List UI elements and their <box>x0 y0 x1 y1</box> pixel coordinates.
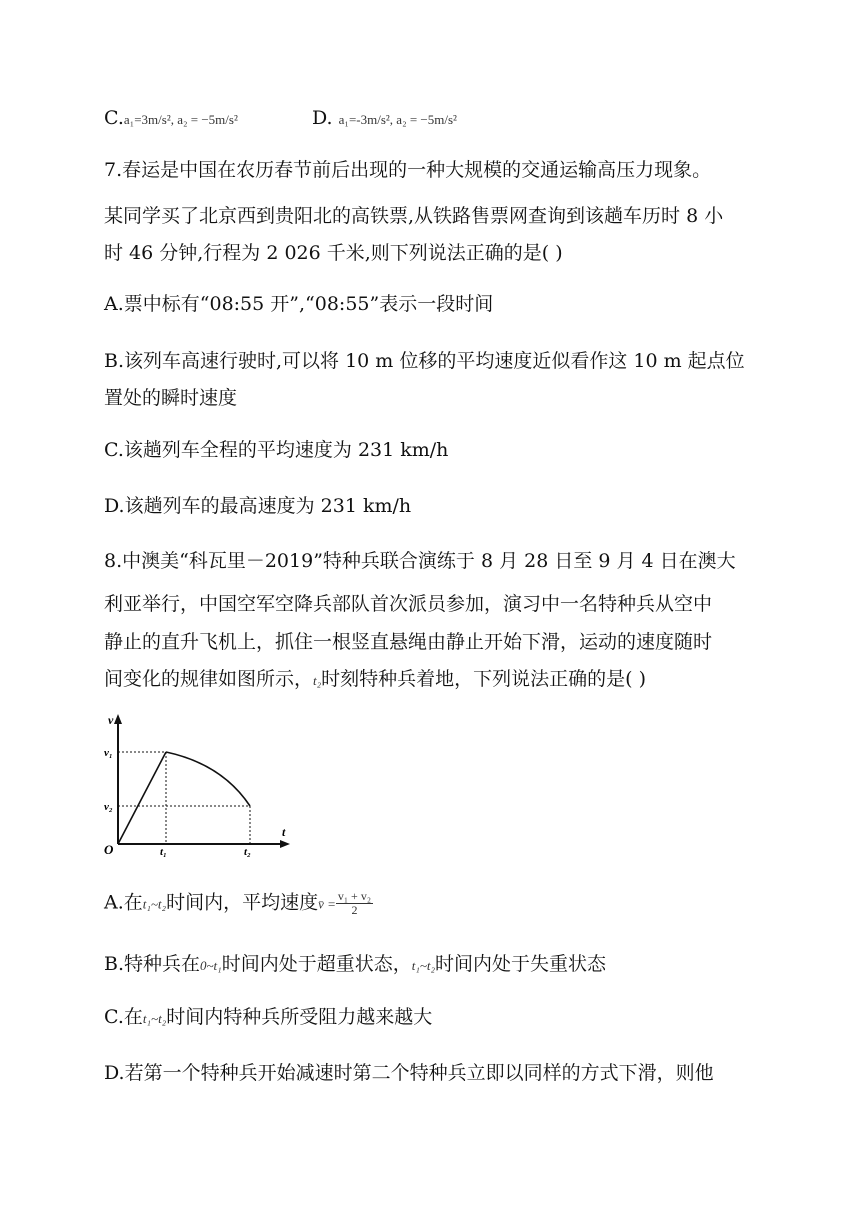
q8-option-a-range: t₁~t₂ <box>142 896 167 912</box>
q6-option-c <box>104 106 238 132</box>
q8-option-a-mid: 时间内，平均速度 <box>166 891 319 914</box>
q8-stem-line-1: 8.中澳美“科瓦里－2019”特种兵联合演练于 8 月 28 日至 9 月 4 日在澳大 <box>104 550 736 572</box>
q8-option-c-range: t₁~t₂ <box>142 1011 167 1026</box>
q8-option-c <box>104 1005 432 1031</box>
q8-option-a-fraction <box>336 890 373 917</box>
velocity-time-graph <box>104 712 294 861</box>
q8-stem-line-2: 利亚举行，中国空军空降兵部队首次派员参加，演习中一名特种兵从空中 <box>104 593 713 615</box>
q8-stem-line-4 <box>104 667 646 693</box>
q6-option-c-label: C. <box>104 107 124 129</box>
q8-option-a <box>104 890 373 917</box>
t2-label: t₂ <box>244 846 251 857</box>
q8-option-b-range1: 0~t₁ <box>200 958 222 973</box>
t1-label: t₁ <box>160 846 167 857</box>
q8-option-a-prefix: A.在 <box>104 891 143 914</box>
q8-stem-line-4-suffix: 时刻特种兵着地，下列说法正确的是( ) <box>321 668 647 690</box>
decel-curve <box>166 752 250 806</box>
q8-option-a-lhs: v̄ = <box>318 896 336 912</box>
q7-option-b-line-2: 置处的瞬时速度 <box>104 387 238 409</box>
q7-option-c: C.该趟列车全程的平均速度为 231 km/h <box>104 439 449 461</box>
q8-option-b-mid: 时间内处于超重状态， <box>221 953 412 975</box>
q7-option-d: D.该趟列车的最高速度为 231 km/h <box>104 495 412 517</box>
v-axis-label: v <box>108 713 114 727</box>
q8-stem-line-3: 静止的直升飞机上，抓住一根竖直悬绳由静止开始下滑，运动的速度随时 <box>104 631 713 653</box>
v-axis-arrow <box>114 714 122 724</box>
q8-option-c-prefix: C.在 <box>104 1006 143 1028</box>
q6-option-c-formula: a₁=3m/s², a₂ = −5m/s² <box>123 112 238 127</box>
q7-stem-line-1: 7.春运是中国在农历春节前后出现的一种大规模的交通运输高压力现象。 <box>104 159 712 181</box>
q7-stem-line-2: 某同学买了北京西到贵阳北的高铁票,从铁路售票网查询到该趟车历时 8 小 <box>104 205 724 227</box>
q8-option-d: D.若第一个特种兵开始减速时第二个特种兵立即以同样的方式下滑，则他 <box>104 1062 714 1084</box>
q6-option-d-label: D. <box>312 107 333 129</box>
q6-option-d <box>312 106 457 132</box>
q7-stem-line-3: 时 46 分钟,行程为 2 026 千米,则下列说法正确的是( ) <box>104 242 563 264</box>
q8-option-a-numerator: v₁ + v₂ <box>337 889 372 903</box>
accel-segment <box>118 752 166 844</box>
q7-option-b-line-1: B.该列车高速行驶时,可以将 10 m 位移的平均速度近似看作这 10 m 起点位 <box>104 350 745 372</box>
q8-stem-line-4-prefix: 间变化的规律如图所示， <box>104 668 314 690</box>
origin-label: O <box>104 842 114 857</box>
q8-option-b-range2: t₁~t₂ <box>411 958 435 973</box>
v1-label: v₁ <box>104 747 113 759</box>
q8-option-b-suffix: 时间内处于失重状态 <box>435 953 607 975</box>
q8-stem-t2: t₂ <box>313 673 322 688</box>
v2-label: v₂ <box>104 801 113 813</box>
t-axis-arrow <box>280 840 290 848</box>
q8-option-b <box>104 952 606 978</box>
q8-option-a-denominator: 2 <box>351 903 358 917</box>
q8-option-b-prefix: B.特种兵在 <box>104 953 201 975</box>
q6-option-d-formula: a₁=-3m/s², a₂ = −5m/s² <box>338 112 457 127</box>
q8-option-c-suffix: 时间内特种兵所受阻力越来越大 <box>166 1006 433 1028</box>
t-axis-label: t <box>282 825 286 839</box>
q7-option-a: A.票中标有“08:55 开”,“08:55”表示一段时间 <box>104 293 494 315</box>
